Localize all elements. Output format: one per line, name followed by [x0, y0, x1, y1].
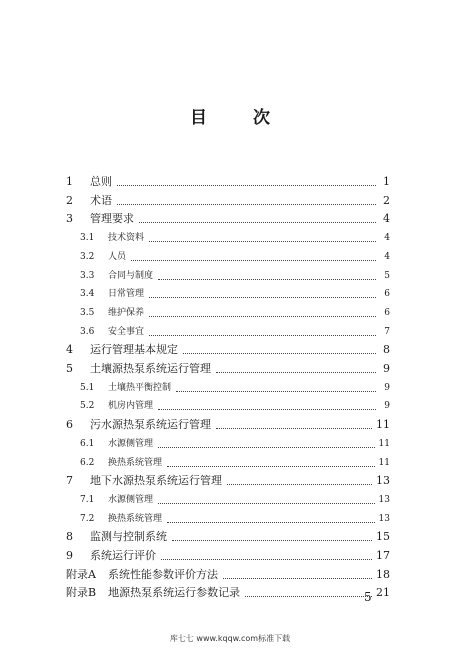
toc-entry-number: 7.2 — [80, 513, 95, 524]
toc-entry-label: 总则 — [90, 175, 112, 188]
toc-entry-label: 术语 — [90, 193, 112, 207]
toc-title: 目 次 — [190, 108, 290, 128]
toc-entry-page: 4 — [384, 251, 390, 262]
toc-entry[interactable] — [66, 302, 390, 320]
toc-entry-number: 8 — [66, 530, 73, 544]
toc-entry-number: 5.1 — [80, 382, 95, 393]
dot-leader — [161, 559, 372, 560]
toc-entry-page: 21 — [376, 586, 390, 600]
toc-entry[interactable] — [66, 246, 390, 264]
toc-entry-label: 运行管理基本规定 — [90, 343, 178, 357]
toc-entry-label: 合同与制度 — [108, 270, 154, 281]
toc-entry-label: 技术资料 — [108, 233, 145, 244]
toc-entry-number: 附录A — [66, 567, 96, 581]
toc-entry-page: 4 — [383, 212, 390, 226]
toc-entry-page: 13 — [378, 494, 390, 505]
toc-entry[interactable] — [66, 564, 390, 582]
toc-entry[interactable] — [66, 508, 390, 526]
toc-entry-number: 5.2 — [80, 401, 95, 412]
toc-entry-number: 6.2 — [80, 457, 95, 468]
toc-entry[interactable] — [66, 582, 390, 600]
dot-leader — [158, 409, 376, 410]
toc-entry-page: 9 — [384, 401, 390, 412]
toc-entry-label: 机房内管理 — [108, 401, 154, 412]
toc-entry-number: 3.2 — [80, 251, 95, 262]
toc-entry-number: 6.1 — [80, 438, 95, 449]
toc-entry-label: 系统运行评价 — [90, 549, 156, 562]
dot-leader — [223, 578, 372, 579]
toc-entry-number: 9 — [66, 549, 73, 562]
toc-entry[interactable] — [66, 208, 390, 226]
toc-entry[interactable] — [66, 190, 390, 208]
dot-leader — [167, 522, 375, 523]
toc-entry-number: 1 — [66, 175, 73, 188]
toc-entry-number: 3.5 — [80, 307, 95, 318]
toc-entry-label: 系统性能参数评价方法 — [107, 567, 218, 581]
toc-entry-number: 4 — [66, 343, 73, 357]
toc-entry-page: 7 — [384, 326, 390, 337]
toc-entry-label: 管理要求 — [90, 212, 134, 226]
toc-entry-number: 7 — [66, 474, 73, 488]
toc-entry-number: 3.4 — [80, 289, 95, 300]
toc-entry[interactable] — [66, 452, 390, 470]
toc-entry[interactable] — [66, 171, 390, 189]
dot-leader — [131, 260, 376, 261]
dot-leader — [176, 391, 376, 392]
dot-leader — [227, 484, 372, 485]
toc-entry-page: 18 — [376, 567, 390, 581]
dot-leader — [216, 428, 372, 429]
dot-leader — [117, 185, 376, 186]
toc-entry-number: 2 — [66, 193, 73, 207]
toc-entry[interactable] — [66, 489, 390, 507]
dot-leader — [158, 503, 375, 504]
toc-entry[interactable] — [66, 433, 390, 451]
toc-entry-page: 15 — [376, 530, 390, 544]
toc-entry-label: 日常管理 — [108, 289, 145, 300]
dot-leader — [158, 279, 376, 280]
toc-entry-label: 换热系统管理 — [108, 457, 163, 468]
toc-entry-label: 换热系统管理 — [108, 513, 163, 524]
dot-leader — [149, 316, 376, 317]
toc-entry-page: 2 — [383, 193, 390, 207]
toc-entry-page: 11 — [378, 457, 390, 468]
toc-entry-page: 4 — [384, 233, 390, 244]
toc-entry[interactable] — [66, 358, 390, 376]
toc-entry-number: 6 — [66, 418, 73, 432]
toc-entry[interactable] — [66, 414, 390, 432]
dot-leader — [183, 353, 376, 354]
toc-entry-label: 水源侧管理 — [108, 438, 154, 449]
toc-entry[interactable] — [66, 545, 390, 563]
toc-entry-label: 维护保养 — [108, 307, 145, 318]
dot-leader — [172, 540, 372, 541]
toc-entry-page: 13 — [378, 513, 390, 524]
dot-leader — [149, 241, 376, 242]
toc-entry-number: 3.3 — [80, 270, 95, 281]
toc-entry-page: 6 — [384, 289, 390, 300]
page-number: 5 — [364, 590, 372, 604]
dot-leader — [167, 466, 375, 467]
toc-entry[interactable] — [66, 470, 390, 488]
toc-entry-page: 1 — [383, 175, 390, 188]
toc-entry[interactable] — [66, 526, 390, 544]
dot-leader — [158, 447, 375, 448]
dot-leader — [149, 335, 376, 336]
toc-entry[interactable] — [66, 395, 390, 413]
toc-entry[interactable] — [66, 321, 390, 339]
dot-leader — [245, 596, 372, 597]
toc-entry-label: 地源热泵系统运行参数记录 — [108, 586, 241, 600]
toc-entry-number: 5 — [66, 362, 73, 375]
toc-entry-page: 13 — [376, 474, 390, 488]
toc-entry-number: 3 — [66, 212, 73, 226]
toc-entry-label: 人员 — [108, 251, 127, 262]
toc-entry-label: 安全事宜 — [108, 326, 145, 337]
dot-leader — [216, 372, 376, 373]
toc-entry-page: 8 — [383, 343, 390, 357]
toc-entry[interactable] — [66, 377, 390, 395]
toc-entry-label: 水源侧管理 — [108, 494, 154, 505]
toc-entry-number: 3.6 — [80, 326, 95, 337]
toc-entry-page: 9 — [383, 362, 390, 375]
toc-entry-page: 6 — [384, 307, 390, 318]
dot-leader — [117, 204, 376, 205]
dot-leader — [149, 297, 376, 298]
toc-entry-number: 附录B — [66, 586, 97, 600]
toc-entry-page: 11 — [378, 438, 390, 449]
toc-entry-label: 土壤热平衡控制 — [108, 382, 172, 393]
toc-entry-label: 地下水源热泵系统运行管理 — [90, 474, 222, 488]
toc-entry[interactable] — [66, 339, 390, 357]
dot-leader — [139, 222, 376, 223]
footer-watermark: 库七七 www.kqqw.com标准下载 — [169, 634, 291, 643]
toc-entry-number: 7.1 — [80, 494, 95, 505]
toc-entry[interactable] — [66, 265, 390, 283]
toc-entry-label: 土壤源热泵系统运行管理 — [90, 362, 211, 375]
toc-entry-page: 5 — [384, 270, 390, 281]
toc-entry-label: 污水源热泵系统运行管理 — [90, 418, 211, 432]
toc-entry[interactable] — [66, 227, 390, 245]
toc-entry-page: 11 — [376, 418, 390, 432]
toc-entry-number: 3.1 — [80, 233, 95, 244]
toc-entry-page: 17 — [376, 549, 390, 562]
toc-entry[interactable] — [66, 283, 390, 301]
toc-entry-page: 9 — [384, 382, 390, 393]
toc-entry-label: 监测与控制系统 — [90, 530, 167, 544]
